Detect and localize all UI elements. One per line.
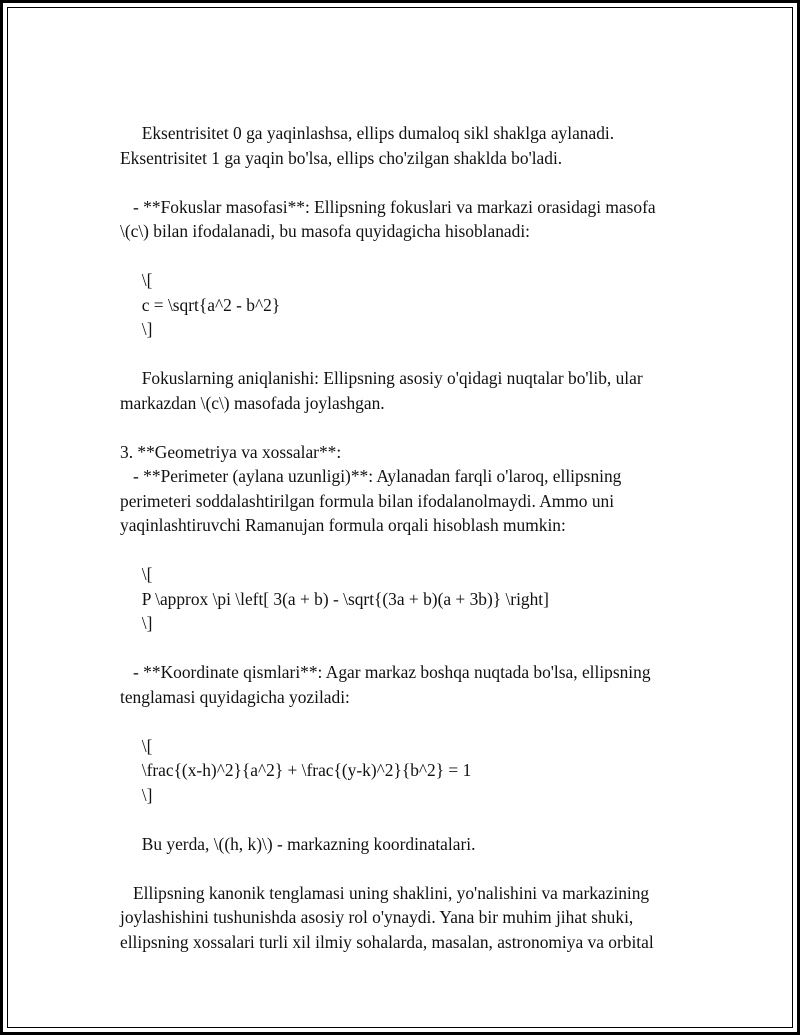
text-line: - **Perimeter (aylana uzunligi)**: Aylanadan farqli o'laroq, ellipsning <box>120 466 622 486</box>
formula-line: \] <box>120 784 153 805</box>
text-line: Eksentrisitet 0 ga yaqinlashsa, ellips dumaloq sikl shaklga aylanadi. <box>120 123 615 143</box>
blank-line <box>120 170 700 195</box>
formula-line: \[ <box>120 735 153 756</box>
text-line: joylashishini tushunishda asosiy rol o'ynaydi. Yana bir muhim jihat shuki, <box>120 907 634 927</box>
text-line: Eksentrisitet 1 ga yaqin bo'lsa, ellips cho'zilgan shaklda bo'ladi. <box>120 147 563 168</box>
blank-line <box>120 538 700 563</box>
blank-line <box>120 636 700 661</box>
text-line: Ellipsning kanonik tenglamasi uning shaklini, yo'nalishini va markazining <box>120 882 650 903</box>
blank-line <box>120 342 700 367</box>
formula-line: \] <box>120 613 153 633</box>
document-body <box>120 121 700 954</box>
text-line: markazdan \(c\) masofada joylashgan. <box>120 392 385 413</box>
blank-line <box>120 244 700 269</box>
formula-line: \[ <box>120 270 153 290</box>
blank-line <box>120 415 700 440</box>
text-line: Fokuslarning aniqlanishi: Ellipsning asosiy o'qidagi nuqtalar bo'lib, ular <box>120 368 643 388</box>
text-line: - **Fokuslar masofasi**: Ellipsning fokuslari va markazi orasidagi masofa <box>120 196 656 217</box>
formula-line: \] <box>120 319 153 339</box>
blank-line <box>120 856 700 881</box>
formula-line: P \approx \pi \left[ 3(a + b) - \sqrt{(3a + b)(a + 3b)} \right] <box>120 588 549 609</box>
blank-line <box>120 709 700 734</box>
section-heading: 3. **Geometriya va xossalar**: <box>120 441 342 462</box>
text-line: \(c\) bilan ifodalanadi, bu masofa quyidagicha hisoblanadi: <box>120 221 531 241</box>
text-line: Bu yerda, \((h, k)\) - markazning koordinatalari. <box>120 833 476 854</box>
text-line: - **Koordinate qismlari**: Agar markaz boshqa nuqtada bo'lsa, ellipsning <box>120 662 651 682</box>
formula-line: c = \sqrt{a^2 - b^2} <box>120 294 281 315</box>
blank-line <box>120 807 700 832</box>
text-line: tenglamasi quyidagicha yoziladi: <box>120 686 350 707</box>
formula-line: \frac{(x-h)^2}{a^2} + \frac{(y-k)^2}{b^2} = 1 <box>120 760 472 780</box>
text-line: ellipsning xossalari turli xil ilmiy sohalarda, masalan, astronomiya va orbital <box>120 931 654 952</box>
text-line: yaqinlashtiruvchi Ramanujan formula orqali hisoblash mumkin: <box>120 515 566 535</box>
text-line: perimeteri soddalashtirilgan formula bilan ifodalanolmaydi. Ammo uni <box>120 490 615 511</box>
formula-line: \[ <box>120 564 153 584</box>
